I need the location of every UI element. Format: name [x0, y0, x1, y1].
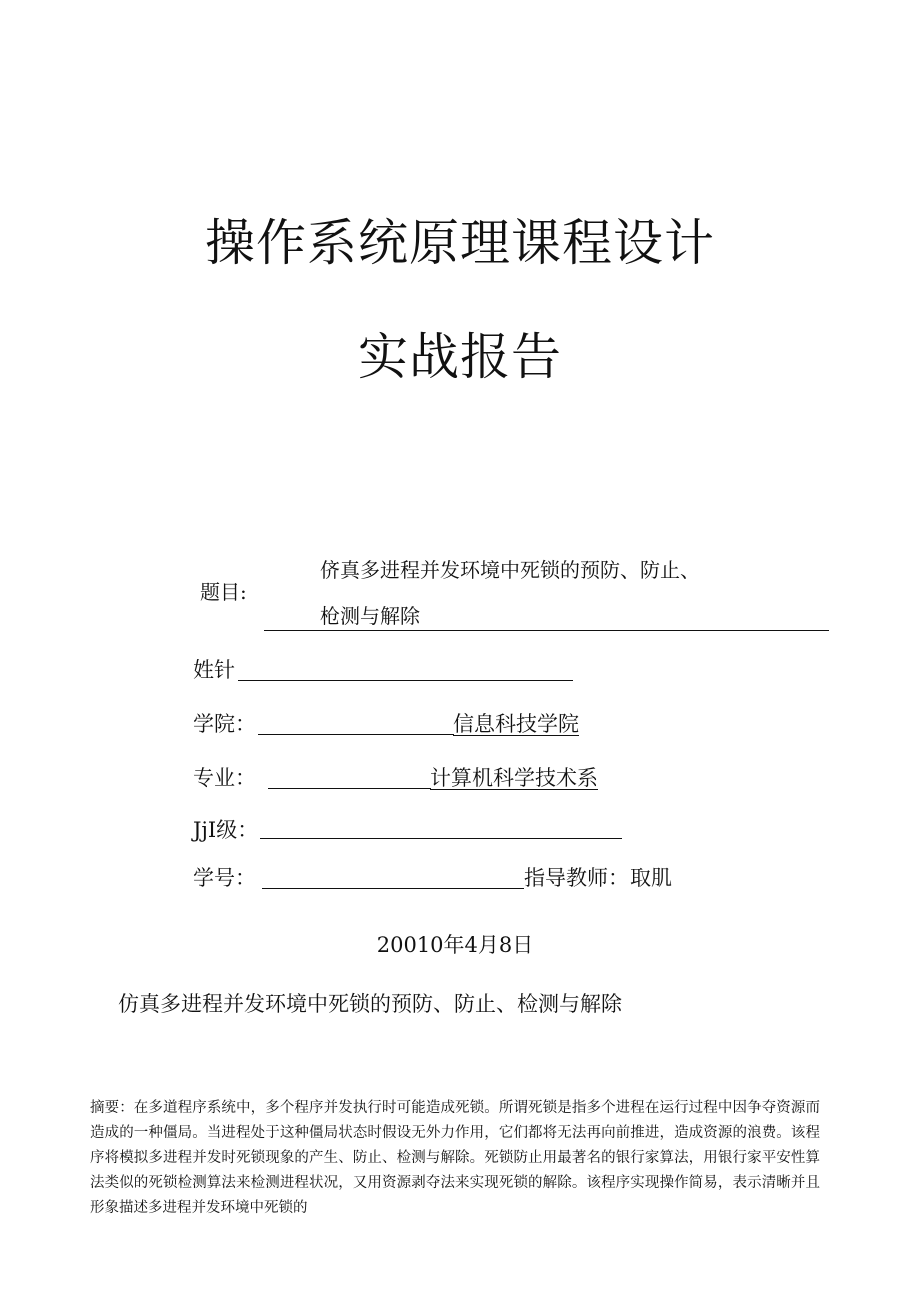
major-value: 计算机科学技术系	[430, 766, 598, 790]
topic-line1: 侪真多进程并发环境中死锁的预防、防止、	[320, 558, 700, 582]
advisor-label: 指导教师：	[524, 866, 629, 890]
class-underline	[260, 838, 622, 839]
college-label: 学院：	[193, 712, 256, 736]
major-underline	[268, 788, 431, 789]
topic-underline	[264, 630, 829, 631]
topic-line2: 枪测与解除	[320, 604, 420, 628]
report-title-line2: 实战报告	[358, 328, 562, 386]
major-label: 专业：	[193, 766, 256, 790]
class-label: JjI级：	[193, 818, 259, 842]
report-subtitle: 仿真多进程并发环境中死锁的预防、防止、检测与解除	[118, 992, 622, 1016]
report-title-line1: 操作系统原理课程设计	[205, 214, 715, 272]
advisor-value: 取肌	[630, 866, 672, 890]
student-id-underline	[262, 888, 524, 889]
student-id-label: 学号：	[193, 866, 256, 890]
report-date: 20010年4月8日	[376, 933, 534, 957]
name-label: 姓针	[193, 658, 235, 682]
abstract-paragraph: 摘要：在多道程序系统中，多个程序并发执行时可能造成死锁。所谓死锁是指多个进程在运行过程中因争夺资源而造成的一种僵局。当进程处于这种僵局状态时假设无外力作用，它们都将无法再向前推进，造成资源的浪费。该程序将模拟多进程并发时死锁现象的产生、防止、检测与解除。死锁防止用最著名的银行家算法，用银行家平安性算法类似的死锁检测算法来检测进程状况，又用资源剥夺法来实现死锁的解除。该程序实现操作简易，表示清晰并且形象描述多进程并发环境中死锁的	[90, 1100, 820, 1216]
college-value: 信息科技学院	[453, 712, 579, 736]
topic-label: 题目:	[200, 580, 247, 604]
name-underline	[238, 680, 573, 681]
college-underline	[258, 734, 454, 735]
